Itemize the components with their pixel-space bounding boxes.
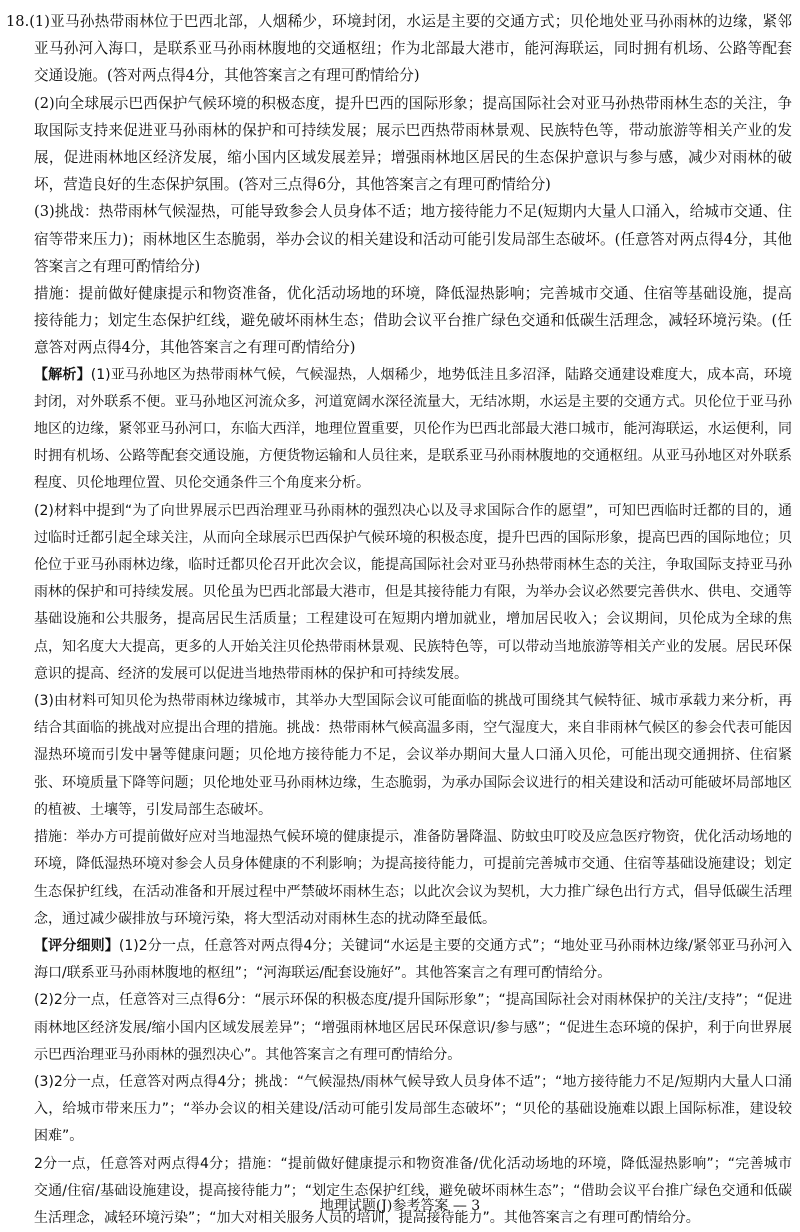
answer-part-3-challenges: (3)挑战：热带雨林气候湿热，可能导致参会人员身体不适；地方接待能力不足(短期内大量人口涌入，给城市交通、住宿等带来压力)；雨林地区生态脆弱，举办会议的相关建设和活动可能引发局部生态破坏。(任意答对两点得4分，其他答案言之有理可酌情给分) [34, 203, 792, 275]
scoring-part-2: (2)2分一点，任意答对三点得6分：“展示环保的积极态度/提升国际形象”；“提高国际社会对雨林保护的关注/支持”；“促进雨林地区经济发展/缩小国内区域发展差异”；“增强雨林地区居民环保意识/参与感”；“促进生态环境的保护，利于向世界展示巴西治理亚马孙雨林的强烈决心”。其他答案言之有理可酌情给分。 [34, 992, 792, 1063]
answer-part-2: (2)向全球展示巴西保护气候环境的积极态度，提升巴西的国际形象；提高国际社会对亚马孙热带雨林生态的关注，争取国际支持来促进亚马孙雨林的保护和可持续发展；展示巴西热带雨林景观、民族特色等，带动旅游等相关产业的发展，促进雨林地区经济发展，缩小国内区域发展差异；增强雨林地区居民的生态保护意识与参与感，减少对雨林的破坏，营造良好的生态保护氛围。(答对三点得6分，其他答案言之有理可酌情给分) [34, 94, 792, 194]
answer-part-3-measures: 措施：提前做好健康提示和物资准备，优化活动场地的环境，降低湿热影响；完善城市交通、住宿等基础设施，提高接待能力；划定生态保护红线，避免破坏雨林生态；借助会议平台推广绿色交通和低碳生活理念，减轻环境污染。(任意答对两点得4分，其他答案言之有理可酌情给分) [34, 285, 792, 357]
analysis-part-1 [6, 362, 792, 498]
page-footer: 地理试题(J)参考答案 — 3 [319, 1198, 481, 1214]
scoring-part-3: (3)2分一点，任意答对两点得4分；挑战：“气候湿热/雨林气候导致人员身体不适”；“地方接待能力不足/短期内大量人口涌入，给城市带来压力”；“举办会议的相关建设/活动可能引发局部生态破坏”；“贝伦的基础设施难以跟上国际标准，建设较困难”。 [34, 1073, 792, 1145]
analysis-part-2: (2)材料中提到“为了向世界展示巴西治理亚马孙雨林的强烈决心以及寻求国际合作的愿望”，可知巴西临时迁都的目的，通过临时迁都引起全球关注，从而向全球展示巴西保护气候环境的积极态度，提升巴西的国际形象，提高巴西的国际地位；贝伦位于亚马孙雨林边缘，临时迁都贝伦召开此次会议，能提高国际社会对亚马孙热带雨林生态的关注，争取国际支持亚马孙雨林的保护和可持续发展。贝伦虽为巴西北部最大港市，但是其接待能力有限，为举办会议必然要完善供水、供电、交通等基础设施和公共服务，提高居民生活质量；工程建设可在短期内增加就业，增加居民收入；会议期间，贝伦成为全球的焦点，知名度大大提高，更多的人开始关注贝伦热带雨林景观、民族特色等，可以带动当地旅游等相关产业的发展。居民环保意识的提高、经济的发展可以促进当地热带雨林的保护和可持续发展。 [34, 502, 792, 682]
answer-part-1-text: (1)亚马孙热带雨林位于巴西北部，人烟稀少，环境封闭，水运是主要的交通方式；贝伦地处亚马孙雨林的边缘，紧邻亚马孙河入海口，是联系亚马孙雨林腹地的交通枢纽；作为北部最大港市，能河海联运，同时拥有机场、公路等配套交通设施。(答对两点得4分，其他答案言之有理可酌情给分) [29, 13, 792, 85]
question-number: 18. [6, 13, 30, 30]
scoring-part-4: 2分一点，任意答对两点得4分；措施：“提前做好健康提示和物资准备/优化活动场地的环境，降低湿热影响”；“完善城市交通/住宿/基础设施建设，提高接待能力”；“划定生态保护红线，避免破坏雨林生态”；“借助会议平台推广绿色交通和低碳生活理念，减轻环境污染”；“加大对相关服务人员的培训，提高接待能力”。其他答案言之有理可酌情给分。 [34, 1155, 792, 1226]
scoring-part-1-text: (1)2分一点，任意答对两点得4分；关键词“水运是主要的交通方式”；“地处亚马孙雨林边缘/紧邻亚马孙河入海口/联系亚马孙雨林腹地的枢纽”；“河海联运/配套设施好”。其他答案言之有理可酌情给分。 [34, 937, 793, 982]
analysis-label: 【解析】 [34, 366, 91, 383]
answer-content [6, 8, 792, 1232]
answer-part-1 [6, 8, 792, 90]
analysis-part-4: 措施：举办方可提前做好应对当地湿热气候环境的健康提示，准备防暑降温、防蚊虫叮咬及应急医疗物资，优化活动场地的环境，降低湿热环境对参会人员身体健康的不利影响；为提高接待能力，可提前完善城市交通、住宿等基础设施建设；划定生态保护红线，在活动准备和开展过程中严禁破坏雨林生态；以此次会议为契机，大力推广绿色出行方式，倡导低碳生活理念，通过减少碳排放与环境污染，将大型活动对雨林生态的扰动降至最低。 [34, 829, 792, 927]
analysis-part-1-text: (1)亚马孙地区为热带雨林气候，气候湿热，人烟稀少，地势低洼且多沼泽，陆路交通建设难度大，成本高，环境封闭，对外联系不便。亚马孙地区河流众多，河道宽阔水深径流量大，无结冰期，水运是主要的交通方式。贝伦位于亚马孙地区的边缘，紧邻亚马孙河口，东临大西洋，地理位置重要，贝伦作为巴西北部最大港口城市，能河海联运，水运便利，同时拥有机场、公路等配套交通设施，方便货物运输和人员往来，是联系亚马孙雨林腹地的交通枢纽。从亚马孙地区对外联系程度、贝伦地理位置、贝伦交通条件三个角度来分析。 [34, 366, 793, 492]
scoring-part-1 [6, 933, 792, 987]
analysis-part-3: (3)由材料可知贝伦为热带雨林边缘城市，其举办大型国际会议可能面临的挑战可围绕其气候特征、城市承载力来分析，再结合其面临的挑战对应提出合理的措施。挑战：热带雨林气候高温多雨，空气湿度大，来自非雨林气候区的参会代表可能因湿热环境而引发中暑等健康问题；贝伦地方接待能力不足，会议举办期间大量人口涌入贝伦，可能出现交通拥挤、住宿紧张、环境质量下降等问题；贝伦地处亚马孙雨林边缘，生态脆弱，为承办国际会议进行的相关建设和活动可能破坏局部地区的植被、土壤等，引发局部生态破坏。 [34, 693, 792, 818]
scoring-label: 【评分细则】 [34, 937, 119, 954]
